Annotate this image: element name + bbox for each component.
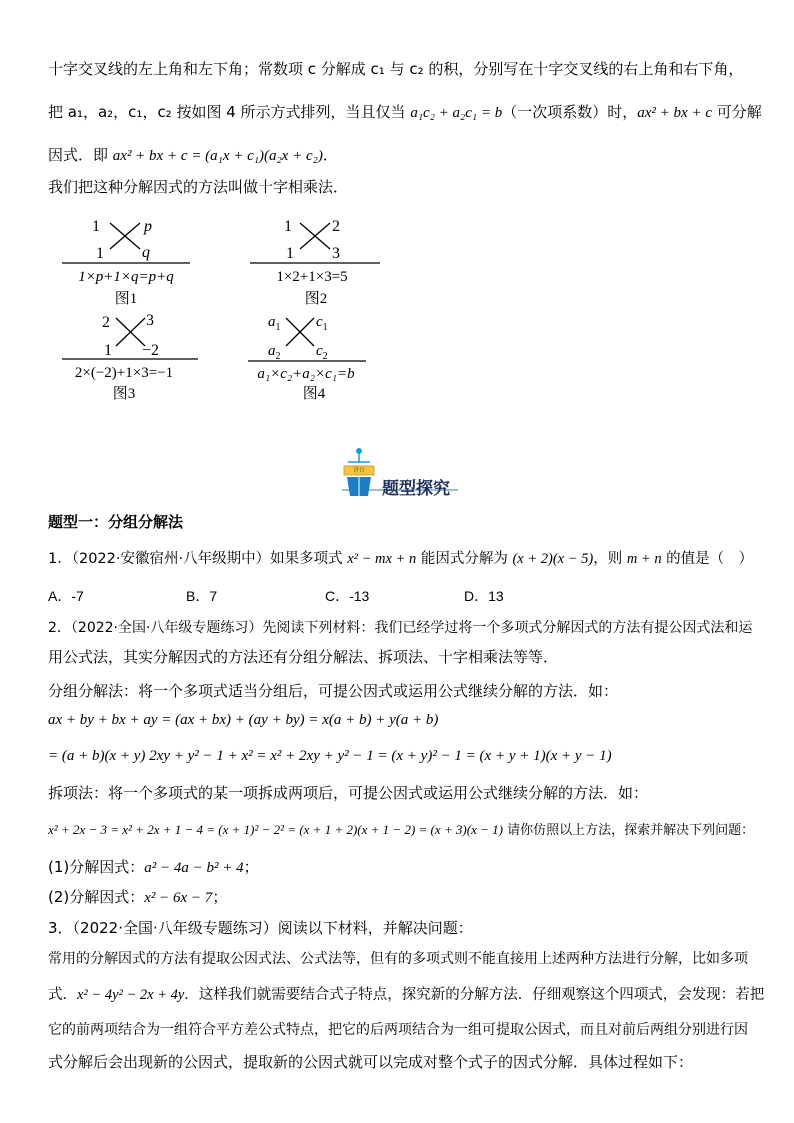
intro-line-1: 十字交叉线的左上角和左下角；常数项 c 分解成 c₁ 与 c₂ 的积，分别写在十字交叉线的右上角和右下角， xyxy=(48,60,744,78)
fig4-top-right: $c_1$ xyxy=(316,314,328,333)
fig3-top-left: 2 xyxy=(102,314,110,331)
option-c[interactable]: C．-13 xyxy=(325,588,370,604)
question-3-line-1: 3．（2022·全国·八年级专题练习）阅读以下材料，并解决问题： xyxy=(48,919,473,937)
figure-1 xyxy=(62,218,190,307)
question-2-part-1: (1)分解因式：a² − 4a − b² + 4； xyxy=(48,858,259,876)
figure-3 xyxy=(62,312,198,402)
question-2-line-2: 用公式法，其实分解因式的方法还有分组分解法、拆项法、十字相乘法等等． xyxy=(48,648,559,666)
fig2-formula: 1×2+1×3=5 xyxy=(276,269,348,285)
question-1-stem: 1．（2022·安徽宿州·八年级期中）如果多项式 x² − mx + n 能因式分解为 (x + 2)(x − 5)，则 m + n 的值是（ ） xyxy=(48,551,754,567)
fig3-formula: 2×(−2)+1×3=−1 xyxy=(74,365,174,381)
option-b[interactable]: B．7 xyxy=(186,588,218,604)
fig2-bottom-left: 1 xyxy=(286,245,294,262)
intro-line-4: 我们把这种分解因式的方法叫做十字相乘法． xyxy=(48,178,349,196)
factorization-formula: ax² + bx + c = (a₁x + c₁)(a₂x + c₂) xyxy=(112,148,323,164)
condition-formula: a₁c₂ + a₂c₁ = b xyxy=(410,105,503,121)
fig1-top-right: p xyxy=(144,218,152,235)
section-banner xyxy=(330,444,470,504)
cross-multiplication-figures xyxy=(0,205,794,410)
fig4-caption: 图4 xyxy=(302,386,326,402)
fig2-top-right: 2 xyxy=(332,218,340,235)
figure-4 xyxy=(248,314,366,402)
fig3-caption: 图3 xyxy=(112,386,136,402)
question-3-line-4: 它的前两项结合为一组符合平方差公式特点，把它的后两项结合为一组可提取公因式，而且对前后两组分别进行因 xyxy=(48,1022,748,1038)
question-2-part-2: (2)分解因式：x² − 6x − 7； xyxy=(48,888,228,906)
fig1-caption: 图1 xyxy=(114,291,138,307)
quadratic-formula: ax² + bx + c xyxy=(637,105,712,121)
question-2-equation-1: ax + by + bx + ay = (ax + bx) + (ay + by) = x(a + b) + y(a + b) xyxy=(48,712,439,728)
question-2-equation-2: = (a + b)(x + y) 2xy + y² − 1 + x² = x² + 2xy + y² − 1 = (x + y)² − 1 = (x + y + 1)(x + y − 1) xyxy=(48,748,612,764)
banner-badge: 讲台 xyxy=(352,467,365,474)
intro-line-3: 因式．即 ax² + bx + c = (a₁x + c₁)(a₂x + c₂)． xyxy=(48,146,338,164)
option-d[interactable]: D．13 xyxy=(464,588,504,604)
fig4-bottom-right: $c_2$ xyxy=(316,343,328,362)
fig4-bottom-left: $a_2$ xyxy=(268,343,281,362)
fig3-bottom-left: 1 xyxy=(104,342,112,359)
question-2-line-3: 分组分解法：将一个多项式适当分组后，可提公因式或运用公式继续分解的方法．如： xyxy=(48,682,619,700)
fig2-caption: 图2 xyxy=(304,291,328,307)
figure-2 xyxy=(250,218,380,307)
intro-line-2: 把 a₁，a₂，c₁，c₂ 按如图 4 所示方式排列，当且仅当 a₁c₂ + a₂c₁ = b（一次项系数）时，ax² + bx + c 可分解 xyxy=(48,103,762,121)
fig2-top-left: 1 xyxy=(284,218,292,235)
fig3-top-right: 3 xyxy=(146,312,154,329)
banner-title: 题型探究 xyxy=(382,479,450,499)
question-3-line-2: 常用的分解因式的方法有提取公因式法、公式法等，但有的多项式则不能直接用上述两种方法进行分解，比如多项 xyxy=(48,951,748,967)
fig1-formula: 1×p+1×q=p+q xyxy=(78,269,174,285)
question-2-equation-3: x² + 2x − 3 = x² + 2x + 1 − 4 = (x + 1)² − 2² = (x + 1 + 2)(x + 1 − 2) = (x + 3)(x − 1) 请你仿照以上方法，探索并解决下列问题： xyxy=(48,822,755,838)
question-2-line-1: 2．（2022·全国·八年级专题练习）先阅读下列材料：我们已经学过将一个多项式分解因式的方法有提公因式法和运 xyxy=(48,620,753,636)
question-3-line-3: 式．x² − 4y² − 2x + 4y．这样我们就需要结合式子特点，探究新的分解方法．仔细观察这个四项式，会发现：若把 xyxy=(48,987,765,1003)
fig4-formula: a₁×c₂+a₂×c₁=b xyxy=(257,366,355,382)
question-3-line-5: 式分解后会出现新的公因式，提取新的公因式就可以完成对整个式子的因式分解．具体过程如下： xyxy=(48,1053,694,1071)
question-2-line-4: 拆项法：将一个多项式的某一项拆成两项后，可提公因式或运用公式继续分解的方法．如： xyxy=(48,784,649,802)
fig1-bottom-right: q xyxy=(142,244,150,261)
fig3-bottom-right: −2 xyxy=(142,342,160,359)
fig1-bottom-left: 1 xyxy=(96,245,104,262)
fig4-top-left: $a_1$ xyxy=(268,314,281,333)
fig2-bottom-right: 3 xyxy=(332,245,340,262)
fig1-top-left: 1 xyxy=(92,218,100,235)
section-title: 题型一：分组分解法 xyxy=(48,513,184,531)
option-a[interactable]: A．-7 xyxy=(48,588,84,604)
